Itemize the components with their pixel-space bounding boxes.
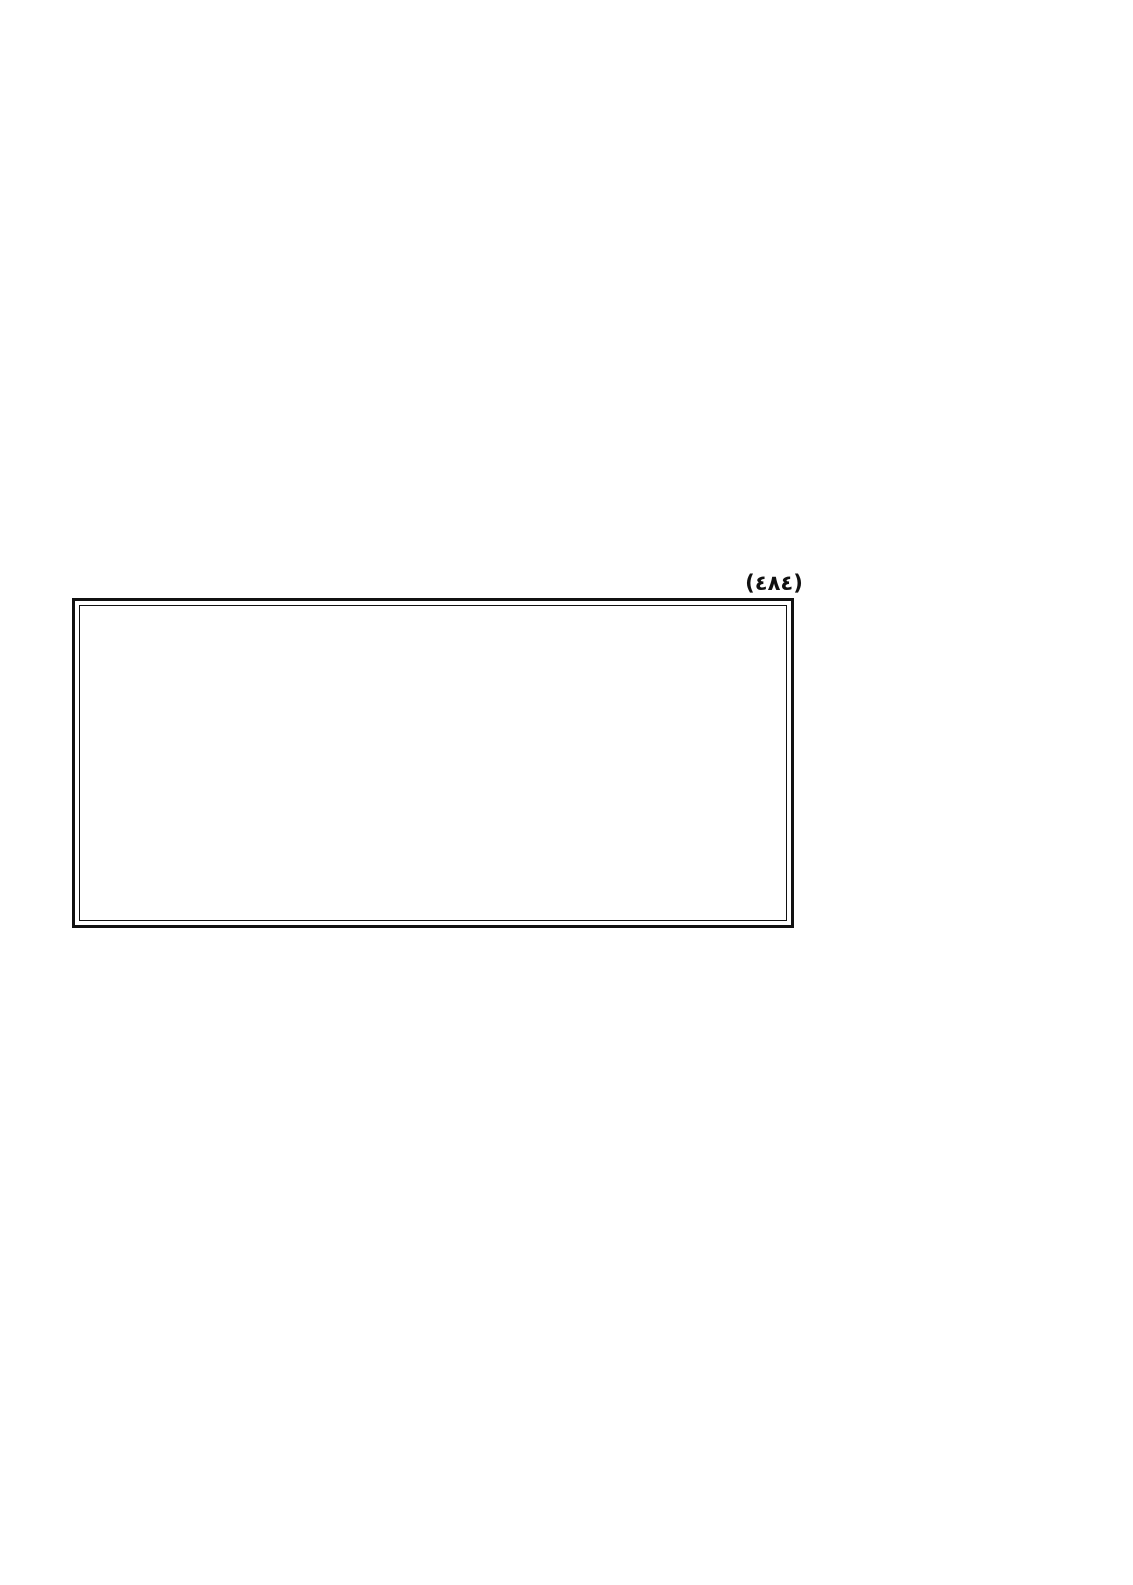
commentary-box xyxy=(72,598,794,928)
commentary-text xyxy=(79,605,787,921)
page-number: (٤٨٤) xyxy=(745,571,803,595)
